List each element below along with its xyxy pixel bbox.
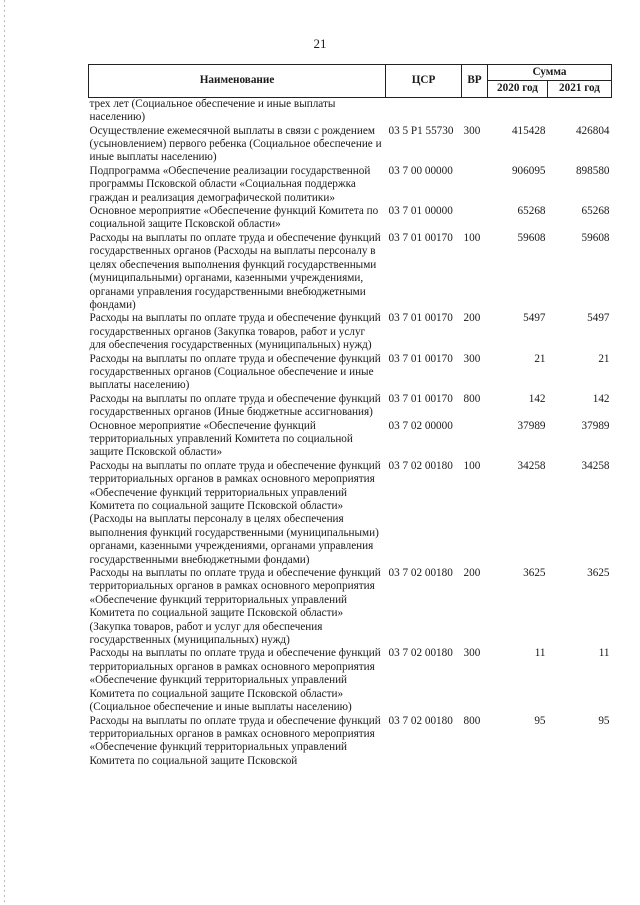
- row-name: Основное мероприятие «Обеспечение функций Комитета по социальной защите Псковской области»: [89, 205, 379, 231]
- row-csr: 03 7 01 00170: [388, 312, 453, 325]
- row-csr: 03 7 02 00180: [388, 714, 453, 727]
- row-name: Подпрограмма «Обеспечение реализации государственной программы Псковской области «Социальная поддержка граждан и реализация демографической политики»: [89, 164, 371, 204]
- row-name: Расходы на выплаты по оплате труда и обеспечение функций государственных органов (Иные бюджетные ассигнования): [89, 392, 381, 419]
- row-sum-2020: 11: [534, 647, 546, 660]
- row-vr: [462, 420, 488, 460]
- row-sum-2020: 59608: [517, 231, 546, 244]
- row-name: Расходы на выплаты по оплате труда и обеспечение функций государственных органов (Расходы на выплаты персоналу в целях обеспечения выполнения функций государственными (муниципальными) органами, казенными учреждениями, органами управления государственными внебюджетными фондами): [89, 231, 381, 311]
- row-csr: [386, 97, 462, 124]
- row-name: Расходы на выплаты по оплате труда и обеспечение функций территориальных органов в рамках основного мероприятия «Обеспечение функций территориальных управлений Комитета по социальной защите Псковской области» (Социальное обеспечение и иные выплаты населению): [89, 647, 381, 714]
- table-row: [89, 97, 612, 124]
- row-sum-2020: 3625: [523, 567, 546, 580]
- row-csr: 03 7 02 00180: [388, 567, 453, 580]
- row-sum-2021: [548, 97, 612, 124]
- row-sum-2021: 37989: [581, 419, 610, 432]
- row-vr: 300: [463, 352, 481, 365]
- row-vr: 200: [463, 567, 481, 580]
- row-csr: 03 7 00 00000: [388, 164, 453, 177]
- row-csr: 03 7 02 00180: [388, 459, 453, 472]
- table-row: [89, 312, 612, 352]
- table-row: [89, 420, 612, 460]
- row-sum-2020: [488, 97, 548, 124]
- row-csr: 03 7 01 00000: [388, 205, 453, 218]
- table-row: [89, 567, 612, 647]
- row-vr: 200: [463, 312, 481, 325]
- scan-edge: [4, 0, 5, 905]
- table-row: [89, 165, 612, 205]
- row-vr: 100: [463, 231, 481, 244]
- row-csr: 03 7 01 00170: [388, 392, 453, 405]
- table-row: [89, 125, 612, 165]
- row-name: Расходы на выплаты по оплате труда и обеспечение функций территориальных органов в рамках основного мероприятия «Обеспечение функций территориальных управлений Комитета по социальной защите Псковской области» (Закупка товаров, работ и услуг для обеспечения государственных (муниципальных) нужд): [89, 567, 381, 647]
- row-csr: 03 7 01 00170: [388, 352, 453, 365]
- row-name: Основное мероприятие «Обеспечение функций территориальных управлений Комитета по социальной защите Псковской области»: [89, 419, 353, 459]
- row-sum-2020: 142: [528, 392, 546, 405]
- table-row: [89, 353, 612, 393]
- row-name: Осуществление ежемесячной выплаты в связи с рождением (усыновлением) первого ребенка (Социальное обеспечение и иные выплаты населению): [89, 124, 382, 164]
- row-sum-2021: 59608: [581, 231, 610, 244]
- row-vr: 800: [463, 714, 481, 727]
- header-vr: ВР: [462, 65, 488, 98]
- budget-table: [88, 64, 612, 768]
- table-row: [89, 715, 612, 769]
- table-row: [89, 393, 612, 420]
- row-sum-2020: 906095: [511, 164, 546, 177]
- table-row: [89, 205, 612, 232]
- row-name: Расходы на выплаты по оплате труда и обеспечение функций государственных органов (Закупка товаров, работ и услуг для обеспечения государственных (муниципальных) нужд): [89, 312, 381, 352]
- row-name: Расходы на выплаты по оплате труда и обеспечение функций территориальных органов в рамках основного мероприятия «Обеспечение функций территориальных управлений Комитета по социальной защите Псковской области» (Расходы на выплаты персоналу в целях обеспечения выполнения функций государственными (муниципальными) органами, казенными учреждениями, органами управления государственными внебюджетными фондами): [89, 459, 381, 566]
- row-sum-2021: 95: [598, 714, 610, 727]
- row-sum-2020: 34258: [517, 459, 546, 472]
- row-sum-2021: 426804: [575, 124, 610, 137]
- row-csr: 03 7 02 00180: [388, 647, 453, 660]
- row-sum-2020: 65268: [517, 205, 546, 218]
- row-sum-2020: 95: [534, 714, 546, 727]
- row-sum-2021: 3625: [587, 567, 610, 580]
- row-sum-2021: 21: [598, 352, 610, 365]
- row-vr: [462, 205, 488, 232]
- row-vr: [462, 97, 488, 124]
- row-sum-2020: 5497: [523, 312, 546, 325]
- table-row: [89, 232, 612, 312]
- row-csr: 03 7 02 00000: [388, 419, 453, 432]
- header-year-2020: 2020 год: [488, 81, 548, 97]
- row-sum-2020: 415428: [511, 124, 546, 137]
- row-name: трех лет (Социальное обеспечение и иные выплаты населению): [89, 97, 336, 124]
- row-name: Расходы на выплаты по оплате труда и обеспечение функций государственных органов (Социальное обеспечение и иные выплаты населению): [89, 352, 381, 392]
- row-sum-2021: 5497: [587, 312, 610, 325]
- row-vr: 300: [463, 647, 481, 660]
- header-csr: ЦСР: [386, 65, 462, 98]
- header-name: Наименование: [89, 65, 386, 98]
- header-year-2021: 2021 год: [548, 81, 612, 97]
- row-sum-2021: 142: [592, 392, 610, 405]
- row-sum-2020: 37989: [517, 419, 546, 432]
- table-header: [89, 65, 612, 98]
- row-sum-2021: 11: [598, 647, 610, 660]
- budget-table-container: [88, 64, 611, 768]
- row-sum-2020: 21: [534, 352, 546, 365]
- row-sum-2021: 65268: [581, 205, 610, 218]
- row-csr: 03 5 Р1 55730: [388, 124, 454, 137]
- row-sum-2021: 898580: [575, 164, 610, 177]
- row-vr: [462, 165, 488, 205]
- table-body: [89, 97, 612, 768]
- header-sum: Сумма: [488, 65, 612, 81]
- row-csr: 03 7 01 00170: [388, 231, 453, 244]
- page-number: 21: [313, 36, 327, 51]
- row-vr: 300: [463, 124, 481, 137]
- row-sum-2021: 34258: [581, 459, 610, 472]
- row-vr: 800: [463, 392, 481, 405]
- table-row: [89, 647, 612, 714]
- table-row: [89, 460, 612, 567]
- row-vr: 100: [463, 459, 481, 472]
- row-name: Расходы на выплаты по оплате труда и обеспечение функций территориальных органов в рамках основного мероприятия «Обеспечение функций территориальных управлений Комитета по социальной защите Псковской: [89, 714, 381, 767]
